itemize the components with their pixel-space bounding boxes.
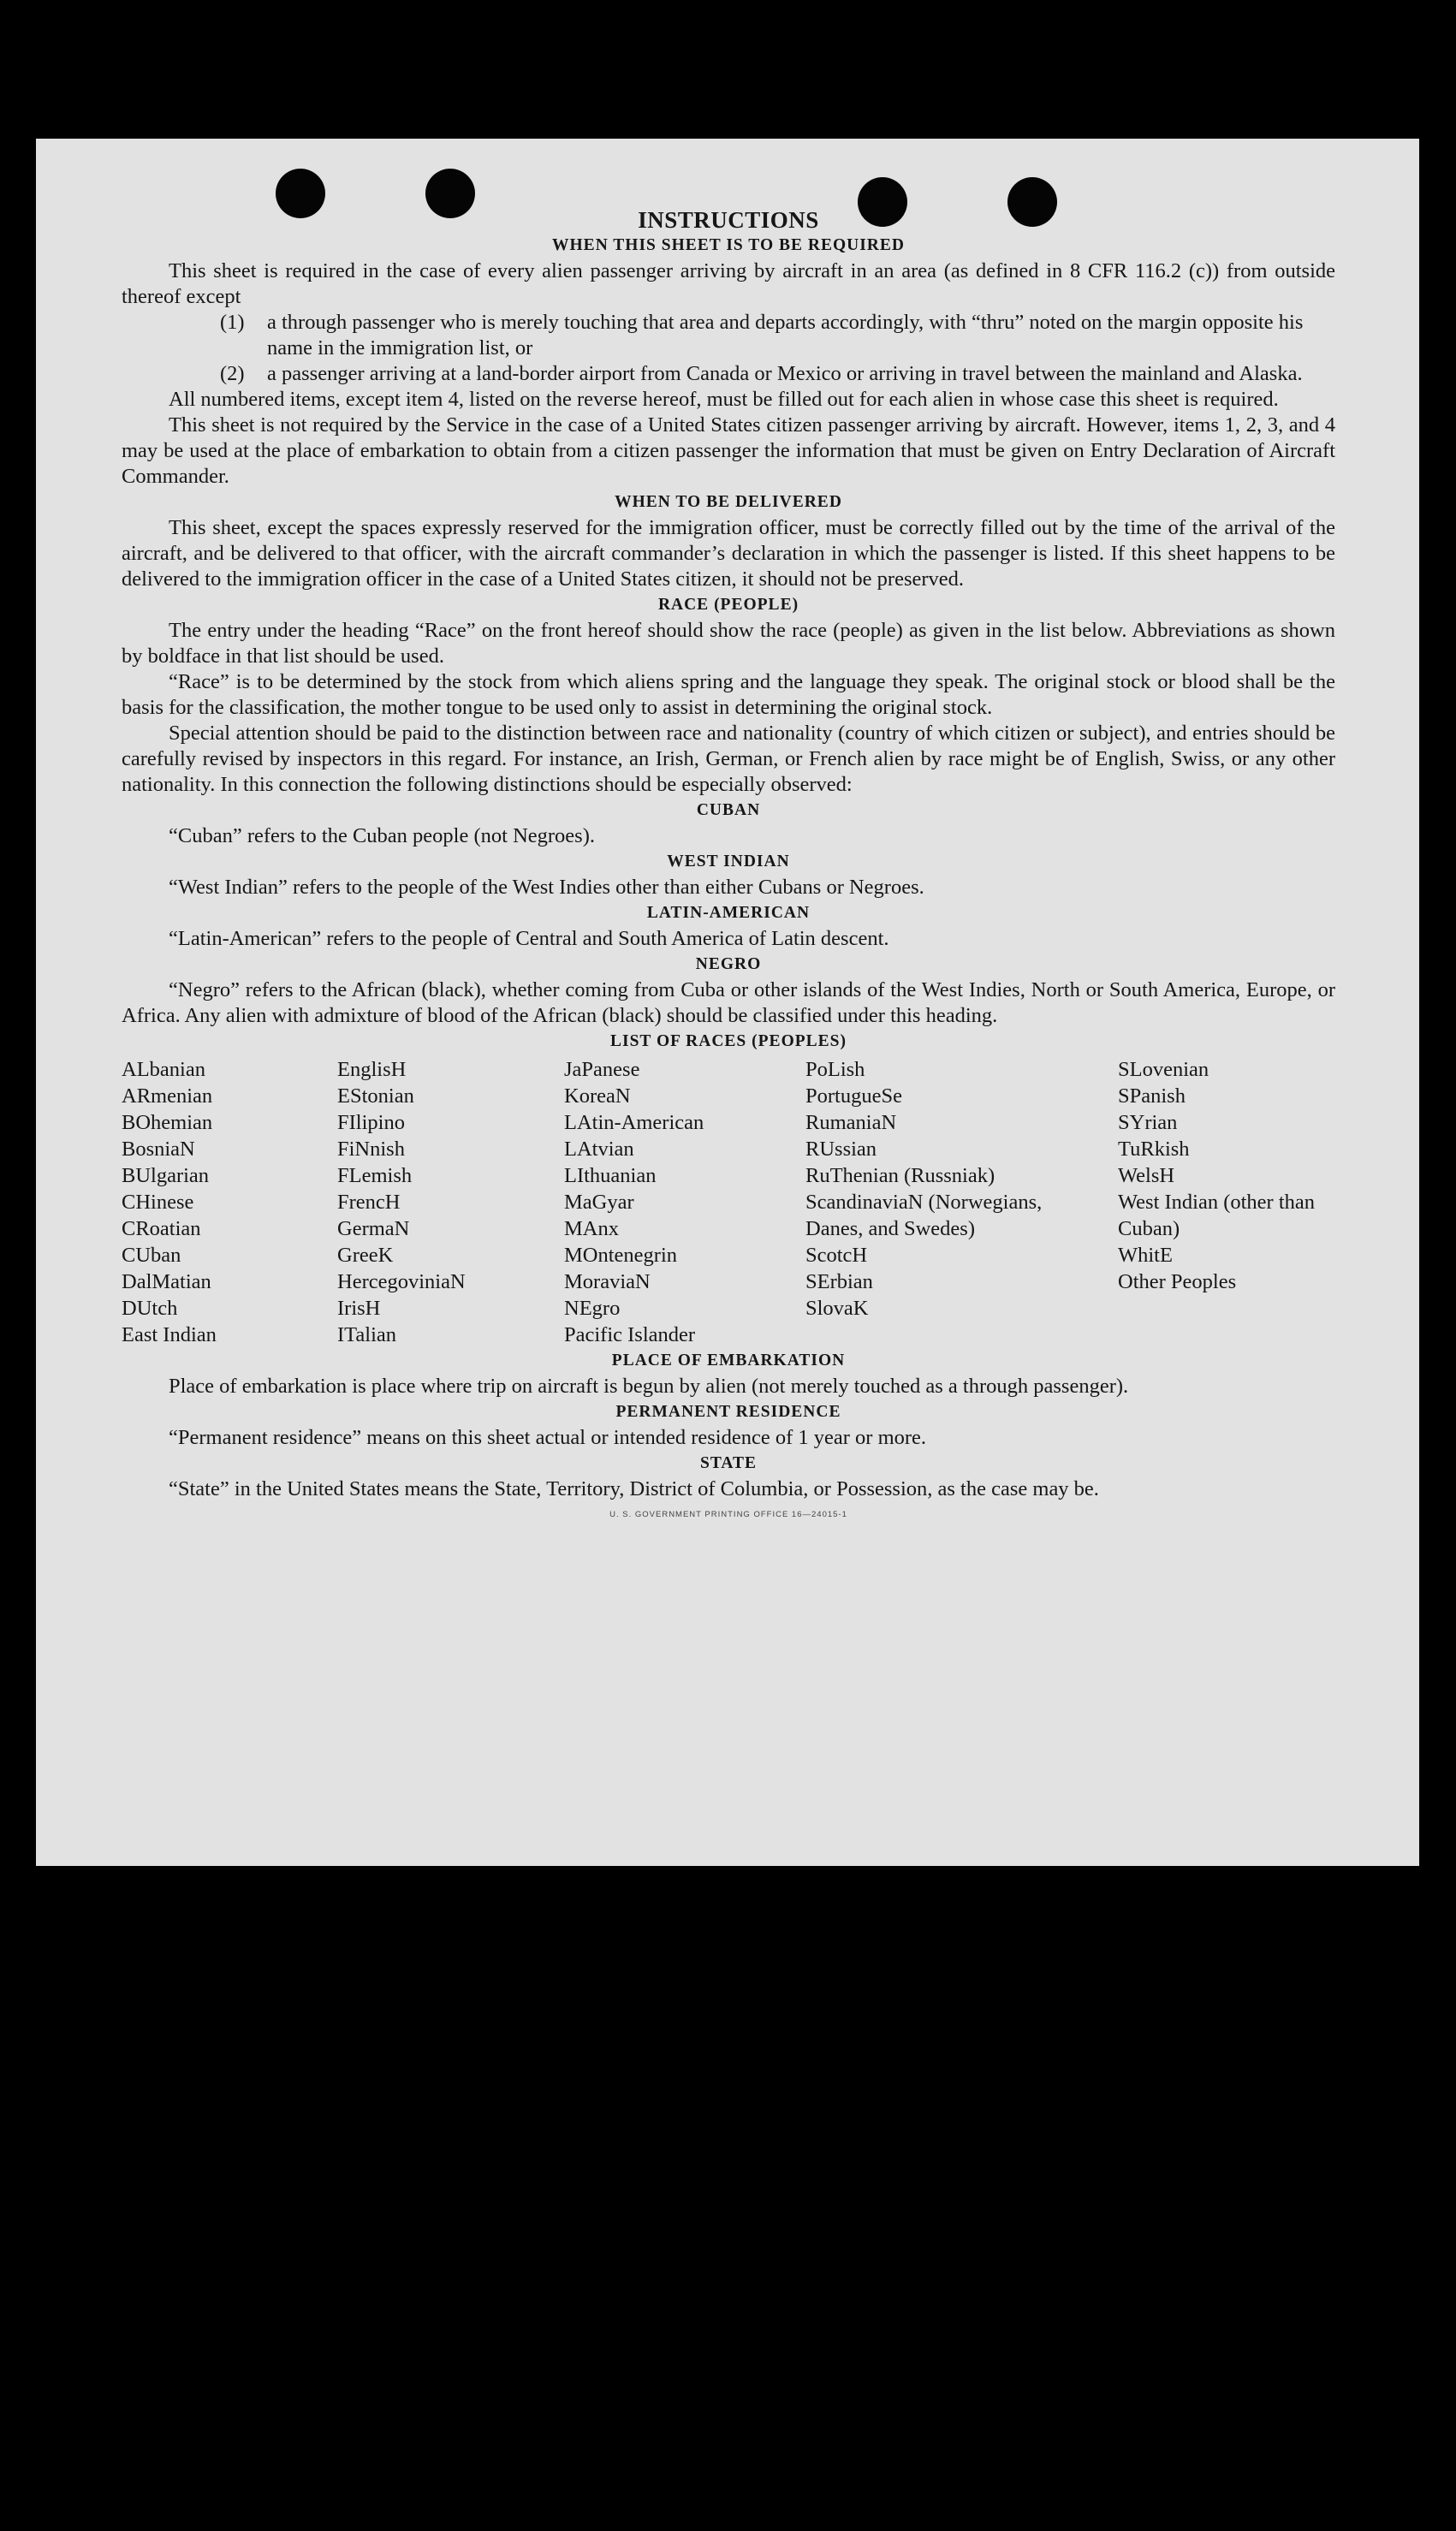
when-delivered-text: This sheet, except the spaces expressly reserved for the immigration officer, must be correctly filled out by the time of the arrival of the aircraft, and be delivered to that officer, with the aircraft commander’s declaration in which the passenger is listed. If this sheet happens to be delivered to the immigration officer in the case of a United States citizen, it should not be preserved. [122, 516, 1335, 591]
when-required-intro: This sheet is required in the case of every alien passenger arriving by aircraft in an area (as defined in 8 CFR 116.2 (c)) from outside thereof except [122, 259, 1335, 308]
race-item: CRoatian [122, 1217, 201, 1240]
race-item: SErbian [805, 1270, 873, 1293]
race-item: FrencH [337, 1191, 401, 1214]
race-item: SLovenian [1118, 1058, 1209, 1081]
negro-text: “Negro” refers to the African (black), whether coming from Cuba or other islands of the West Indies, North or South America, Europe, or Africa. Any alien with admixture of blood of the African (black) should be classified under this heading. [122, 978, 1335, 1027]
printer-imprint: U. S. GOVERNMENT PRINTING OFFICE 16—24015-1 [609, 1510, 847, 1519]
race-item: FiNnish [337, 1138, 405, 1161]
race-item: East Indian [122, 1323, 217, 1346]
race-paragraph-1: The entry under the heading “Race” on the front hereof should show the race (people) as given in the list below. Abbreviations as shown by boldface in that list should be used. [122, 619, 1335, 668]
race-item: PoLish [805, 1058, 865, 1081]
race-item: MAnx [564, 1217, 619, 1240]
exception-number: (1) [220, 311, 245, 334]
race-item: WhitE [1118, 1244, 1173, 1267]
state-text: “State” in the United States means the State, Territory, District of Columbia, or Possession, as the case may be. [169, 1477, 1099, 1500]
race-item: BosniaN [122, 1138, 195, 1161]
residence-text: “Permanent residence” means on this sheet actual or intended residence of 1 year or more. [169, 1426, 927, 1449]
race-item: RUssian [805, 1138, 877, 1161]
race-item: EStonian [337, 1084, 414, 1108]
race-item: CUban [122, 1244, 181, 1267]
instruction-sheet [36, 139, 1419, 1866]
race-item: CHinese [122, 1191, 194, 1214]
race-item: FLemish [337, 1164, 413, 1187]
section-heading-when-required: WHEN THIS SHEET IS TO BE REQUIRED [552, 236, 905, 254]
race-item: ScotcH [805, 1244, 868, 1267]
race-item: WelsH [1118, 1164, 1175, 1187]
race-item: TuRkish [1118, 1138, 1190, 1161]
latin-american-text: “Latin-American” refers to the people of Central and South America of Latin descent. [169, 927, 889, 950]
section-heading-residence: PERMANENT RESIDENCE [615, 1403, 841, 1421]
race-item: LAtin-American [564, 1111, 704, 1134]
section-heading-embarkation: PLACE OF EMBARKATION [611, 1352, 846, 1369]
race-item: Other Peoples [1118, 1270, 1237, 1293]
race-item: ScandinaviaN (Norwegians, Danes, and Swedes) [805, 1191, 1043, 1240]
exception-number: (2) [220, 362, 245, 385]
section-heading-latin-american: LATIN-AMERICAN [646, 904, 811, 922]
exception-item [220, 310, 1335, 361]
instructions-content [122, 207, 1335, 1528]
exception-text: a passenger arriving at a land-border airport from Canada or Mexico or arriving in travel between the mainland and Alaska. [267, 362, 1303, 385]
race-item: RumaniaN [805, 1111, 897, 1134]
race-item: IrisH [337, 1297, 381, 1320]
citizen-paragraph: This sheet is not required by the Service in the case of a United States citizen passenger arriving by aircraft. However, items 1, 2, 3, and 4 may be used at the place of embarkation to obtain from a citizen passenger the information that must be given on Entry Declaration of Aircraft Commander. [122, 413, 1335, 488]
race-paragraph-2: “Race” is to be determined by the stock from which aliens spring and the language they speak. The original stock or blood shall be the basis for the classification, the mother tongue to be used only to assist in determining the original stock. [122, 670, 1335, 719]
section-heading-when-delivered: WHEN TO BE DELIVERED [615, 493, 842, 511]
races-column-1 [122, 1056, 337, 1348]
race-item: HercegoviniaN [337, 1270, 466, 1293]
west-indian-text: “West Indian” refers to the people of the West Indies other than either Cubans or Negroes. [169, 876, 924, 899]
page-title: INSTRUCTIONS [638, 207, 819, 233]
cuban-text: “Cuban” refers to the Cuban people (not Negroes). [169, 824, 595, 847]
race-item: BOhemian [122, 1111, 213, 1134]
race-item: MoraviaN [564, 1270, 651, 1293]
race-item: BUlgarian [122, 1164, 210, 1187]
races-column-4 [805, 1056, 1118, 1348]
race-item: MaGyar [564, 1191, 634, 1214]
section-heading-negro: NEGRO [695, 955, 762, 973]
race-item: Pacific Islander [564, 1323, 696, 1346]
section-heading-race: RACE (PEOPLE) [657, 596, 799, 614]
section-heading-cuban: CUBAN [696, 801, 761, 819]
race-item: NEgro [564, 1297, 621, 1320]
race-item: GreeK [337, 1244, 394, 1267]
race-paragraph-3: Special attention should be paid to the distinction between race and nationality (country of which citizen or subject), and entries should be carefully revised by inspectors in this regard. For instance, an Irish, German, or French alien by race might be of English, Swiss, or any other nationality. In this connection the following distinctions should be especially observed: [122, 722, 1335, 796]
races-list [122, 1056, 1335, 1348]
exception-text: a through passenger who is merely touching that area and departs accordingly, with “thru” noted on the margin opposite his name in the immigration list, or [267, 311, 1304, 359]
exception-item [220, 361, 1335, 387]
race-item: PortugueSe [805, 1084, 902, 1108]
embarkation-text: Place of embarkation is place where trip on aircraft is begun by alien (not merely touched as a through passenger). [169, 1375, 1129, 1398]
race-item: West Indian (other than Cuban) [1118, 1191, 1316, 1240]
numbered-items-paragraph: All numbered items, except item 4, listed on the reverse hereof, must be filled out for each alien in whose case this sheet is required. [169, 388, 1279, 411]
races-column-5 [1118, 1056, 1335, 1348]
race-item: DalMatian [122, 1270, 211, 1293]
race-item: EnglisH [337, 1058, 407, 1081]
race-item: GermaN [337, 1217, 410, 1240]
race-item: ITalian [337, 1323, 397, 1346]
race-item: ALbanian [122, 1058, 205, 1081]
races-column-2 [337, 1056, 564, 1348]
race-item: RuThenian (Russniak) [805, 1164, 995, 1187]
section-heading-races-list: LIST OF RACES (PEOPLES) [609, 1032, 847, 1050]
race-item: SYrian [1118, 1111, 1178, 1134]
race-item: LAtvian [564, 1138, 634, 1161]
races-column-3 [564, 1056, 805, 1348]
race-item: JaPanese [564, 1058, 640, 1081]
section-heading-west-indian: WEST INDIAN [667, 853, 790, 870]
race-item: ARmenian [122, 1084, 213, 1108]
race-item: LIthuanian [564, 1164, 657, 1187]
section-heading-state: STATE [699, 1454, 758, 1472]
race-item: FIlipino [337, 1111, 405, 1134]
race-item: KoreaN [564, 1084, 631, 1108]
race-item: DUtch [122, 1297, 178, 1320]
race-item: SlovaK [805, 1297, 869, 1320]
race-item: SPanish [1118, 1084, 1186, 1108]
race-item: MOntenegrin [564, 1244, 677, 1267]
